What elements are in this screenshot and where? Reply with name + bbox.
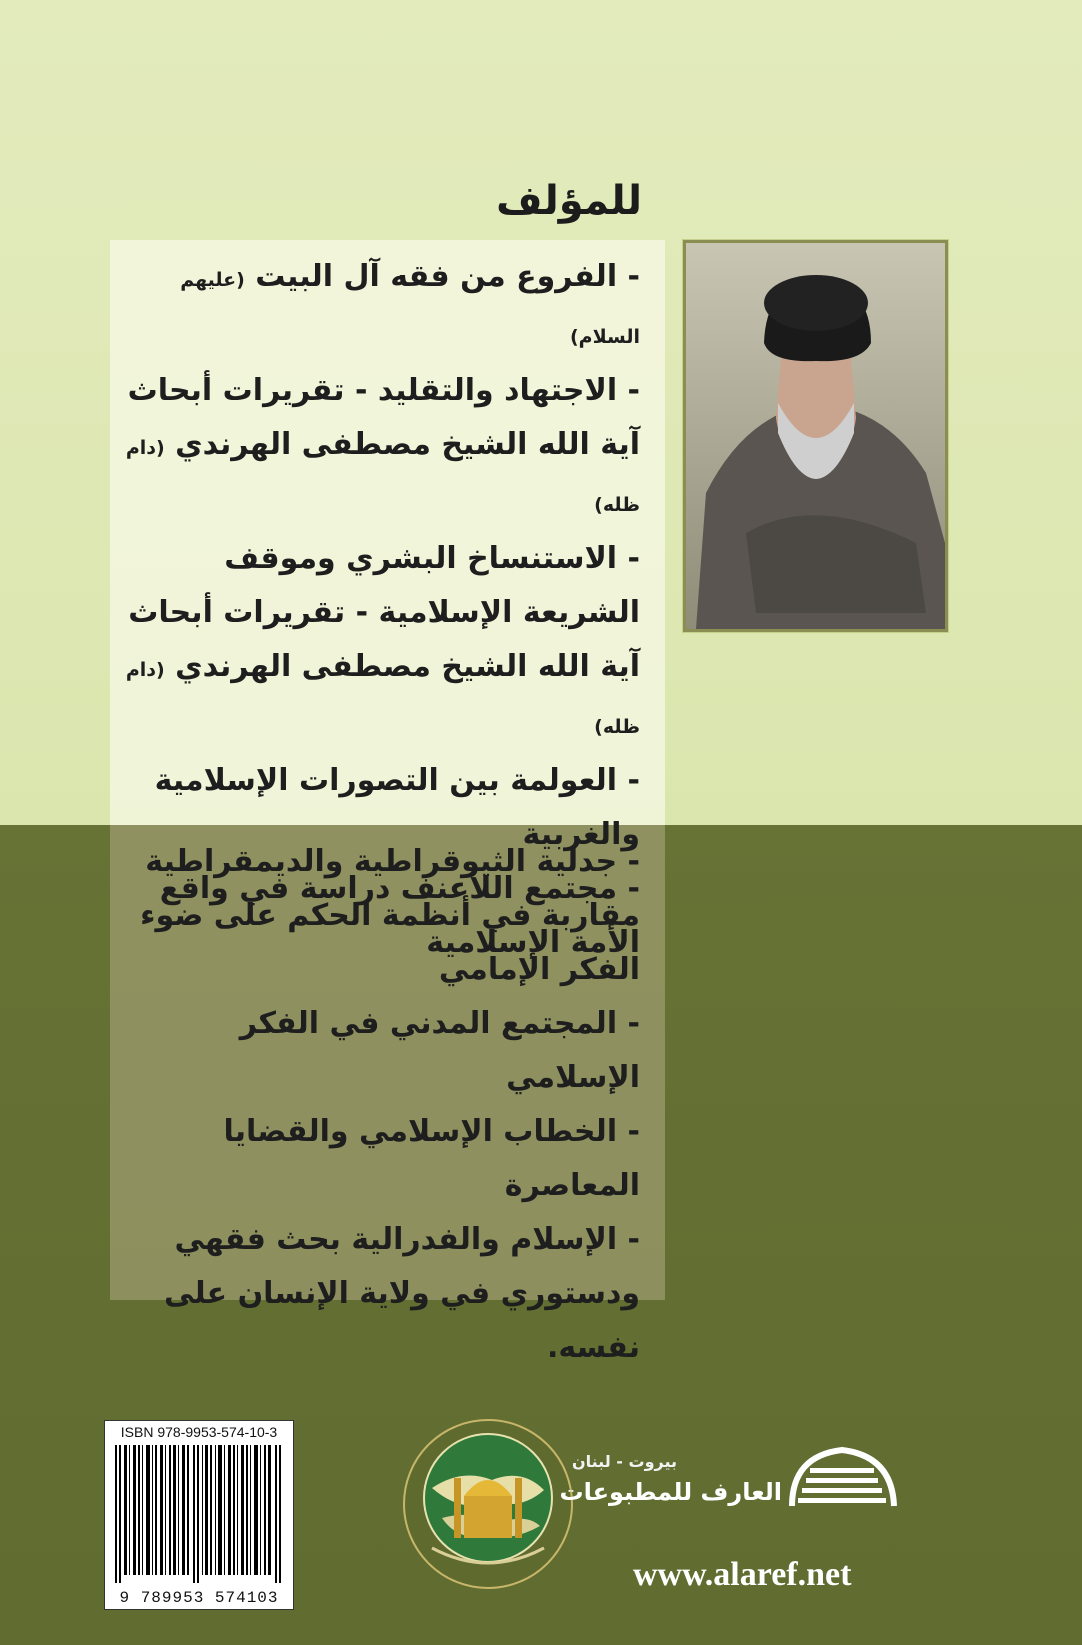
book-title: - العولمة بين التصورات الإسلامية والغربية (154, 763, 640, 852)
book-item (120, 364, 640, 532)
publisher-name: العارف للمطبوعات (559, 1478, 782, 1506)
barcode (104, 1420, 294, 1610)
book-note: (دام ظله) (125, 659, 640, 738)
book-item (120, 1105, 640, 1213)
book-item (120, 1213, 640, 1375)
book-title: - الفروع من فقه آل البيت (244, 259, 640, 294)
book-note: (عليهم السلام) (180, 269, 640, 348)
book-title: - الخطاب الإسلامي والقضايا المعاصرة (223, 1114, 640, 1203)
barcode-number: 9 789953 574103 (119, 1589, 279, 1607)
book-list-bottom (120, 835, 640, 1375)
barcode-bars (111, 1445, 287, 1583)
isbn-label: ISBN 978-9953-574-10-3 (120, 1424, 278, 1440)
book-item (120, 532, 640, 754)
book-title: - الاجتهاد والتقليد - تقريرات أبحاث آية الله الشيخ مصطفى الهرندي (127, 373, 640, 462)
book-title: - الإسلام والفدرالية بحث فقهي ودستوري في ولاية الإنسان على نفسه. (164, 1222, 640, 1365)
book-item (120, 997, 640, 1105)
book-note: (دام ظله) (125, 437, 640, 516)
book-item (120, 250, 640, 364)
book-title: - الاستنساخ البشري وموقف الشريعة الإسلامية - تقريرات أبحاث آية الله الشيخ مصطفى الهرندي (128, 541, 640, 684)
book-title: - جدلية الثيوقراطية والديمقراطية مقاربة في أنظمة الحكم على ضوء الفكر الإمامي (140, 844, 640, 987)
author-heading: للمؤلف (496, 178, 642, 224)
publisher-website[interactable]: www.alaref.net (633, 1556, 852, 1593)
author-portrait (683, 240, 948, 632)
book-title: - المجتمع المدني في الفكر الإسلامي (239, 1006, 640, 1095)
globe-shrine-emblem (402, 1418, 574, 1590)
publisher-city: بيروت - لبنان (571, 1452, 677, 1471)
book-title: - مجتمع اللاعنف دراسة في واقع الأمة الإسلامية (159, 871, 640, 960)
book-item (120, 835, 640, 997)
